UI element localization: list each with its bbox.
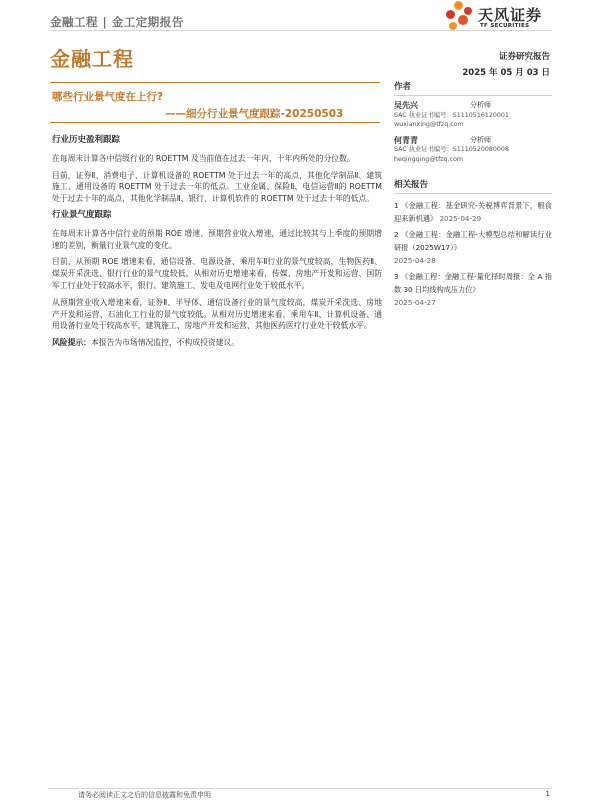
paragraph: 目前，证券Ⅱ、消费电子、计算机设备的 ROETTM 处于过去一年的高点，其他化学制品Ⅱ、建筑施工、通用设备的 ROETTM 处于过去一年的低点。工业金属、保险Ⅱ、电信运营Ⅱ的 ROETTM 处于过去十年的高点，其他化学制品Ⅱ、银行、计算机软件的 ROETTM 处于过去十年的低点。 — [52, 170, 382, 204]
analyst-name: 何青青 — [394, 135, 418, 145]
related-report-title[interactable]: 3 《金融工程：金融工程-量化择时周报：全 A 指数 30 日均线构成压力位》 — [394, 272, 552, 294]
logo-text-cn: 天风证券 — [478, 6, 543, 24]
sidebar — [394, 80, 552, 312]
report-subheadline: ——细分行业景气度跟踪-20250503 — [165, 108, 344, 120]
title-rule-bottom — [50, 122, 380, 123]
analyst-cert: SAC 执业证书编号：S1110520080008 — [394, 146, 509, 153]
paragraph: 在每周末计算各中信行业的预期 ROE 增速、预期营业收入增速，通过比较其与上季度的预期增速的差别，衡量行业景气度的变化。 — [52, 228, 382, 250]
paragraph: 在每周末计算各中信级行业的 ROETTM 及当前值在过去一年内、十年内所处的分位数。 — [52, 153, 355, 163]
authors-heading: 作者 — [394, 80, 552, 96]
paragraph: 从预期营业收入增速来看，证券Ⅱ、半导体、通信设备行业的景气度较高，煤炭开采洗选、房地产开发和运营、石油化工行业的景气度较低。从相对历史增速来看，乘用车Ⅱ、计算机设备、通用设备行业处于较高水平，建筑施工、房地产开发和运营、其他医药医疗行业处于较低水平。 — [52, 297, 382, 331]
logo-flower-icon — [444, 0, 476, 34]
paragraph: 目前，从预期 ROE 增速来看，通信设备、电源设备、乘用车Ⅱ行业的景气度较高，生物医药Ⅱ、煤炭开采洗选、银行行业的景气度较低。从相对历史增速来看，传媒、房地产开发和运营、国防军工行业处于较高水平，银行、建筑施工、发电及电网行业处于较低水平。 — [52, 257, 382, 290]
section-heading: 行业景气度跟踪 — [52, 209, 112, 220]
report-date: 2025 年 05 月 03 日 — [462, 68, 550, 78]
report-type: 证券研究报告 — [498, 52, 550, 62]
analyst-card — [394, 101, 552, 130]
report-body — [52, 131, 382, 354]
risk-text: 本报告为市场情况监控，不构成投资建议。 — [90, 338, 240, 348]
report-headline: 哪些行业景气度在上行? — [52, 91, 164, 103]
report-category: 金融工程 — [50, 47, 134, 71]
analyst-email[interactable]: wuxianxing@tfzq.com — [394, 121, 464, 128]
related-report-item[interactable] — [394, 199, 552, 225]
title-rule-top — [50, 82, 380, 83]
analyst-role: 分析师 — [470, 101, 491, 109]
analyst-card — [394, 136, 552, 165]
header-divider — [48, 30, 552, 31]
header-breadcrumb: 金融工程 | 金工定期报告 — [50, 15, 184, 29]
related-report-date: 2025-04-29 — [439, 214, 482, 223]
analyst-role: 分析师 — [470, 135, 491, 144]
company-logo — [444, 0, 554, 34]
section-heading: 行业历史盈利跟踪 — [52, 135, 121, 145]
related-report-item[interactable] — [394, 270, 552, 309]
logo-text-en: TF SECURITIES — [480, 23, 530, 29]
related-report-item[interactable] — [394, 228, 552, 267]
analyst-email[interactable]: heqingqing@tfzq.com — [394, 155, 464, 163]
related-report-title[interactable]: 2 《金融工程：金融工程-大模型总结和解读行业研报（2025W17）》 — [394, 230, 552, 252]
related-report-date: 2025-04-27 — [394, 298, 436, 307]
related-report-title[interactable]: 1 《金融工程：基金研究-关税博弈背景下，粮食迎来新机遇》 — [394, 201, 552, 223]
related-reports-heading: 相关报告 — [394, 178, 552, 194]
risk-warning — [52, 337, 382, 349]
related-report-date: 2025-04-28 — [394, 256, 436, 265]
analyst-cert: SAC 执业证书编号：S1110516120001 — [394, 111, 509, 119]
footer-disclaimer: 请务必阅读正文之后的信息披露和免责申明 — [78, 791, 211, 799]
risk-label: 风险提示： — [52, 338, 91, 348]
page-number: 1 — [545, 790, 550, 798]
footer-divider — [48, 788, 552, 789]
analyst-name: 吴先兴 — [394, 101, 418, 110]
